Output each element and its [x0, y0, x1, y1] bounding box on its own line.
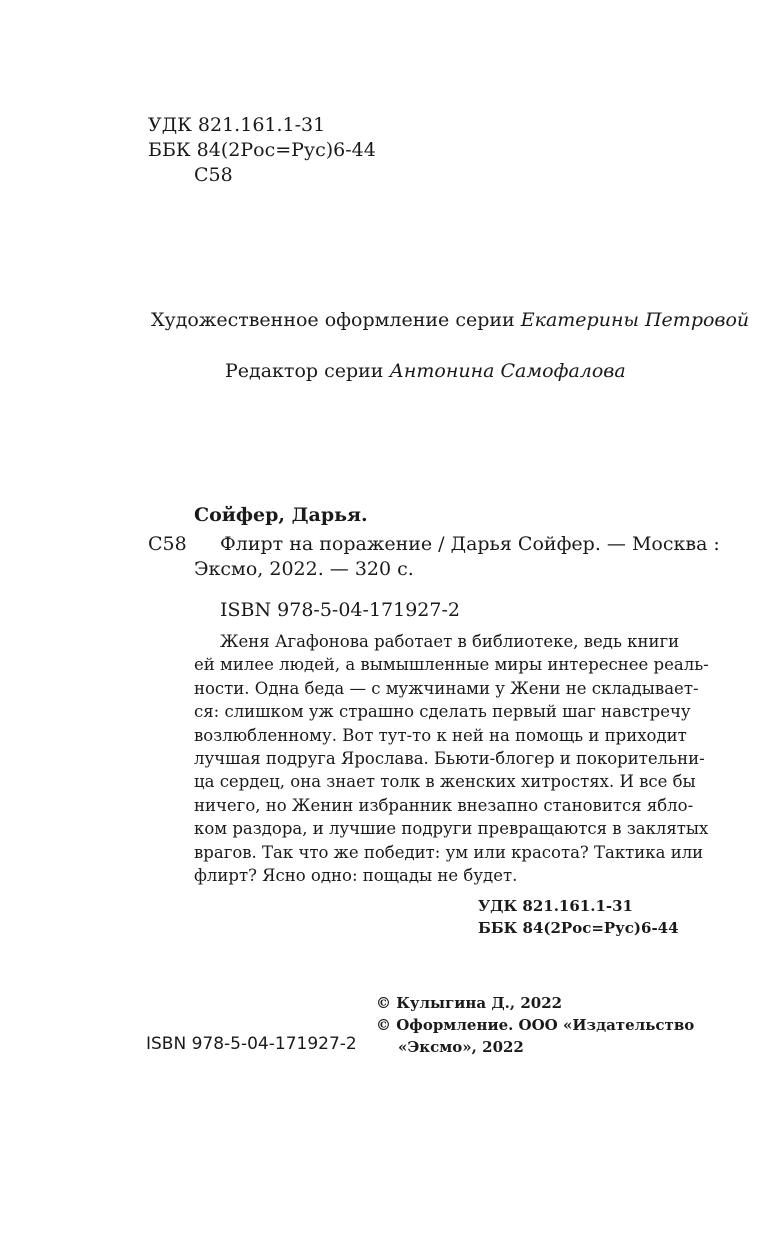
entry-title-line2: Эксмо, 2022. — 320 с. — [194, 558, 414, 580]
copyright-isbn: ISBN 978-5-04-171927-2 — [146, 1034, 357, 1054]
entry-isbn: ISBN 978-5-04-171927-2 — [220, 599, 460, 621]
annotation-line: ся: слишком уж страшно сделать первый шаг навстречу — [194, 702, 691, 722]
annotation-line: ей милее людей, а вымышленные миры интереснее реаль- — [194, 655, 709, 675]
editor-credit-prefix: Редактор серии — [225, 360, 384, 382]
design-credit — [151, 308, 749, 333]
editor-credit-name: Антонина Самофалова — [389, 360, 626, 382]
entry-title-line1: Флирт на поражение / Дарья Сойфер. — Москва : — [220, 533, 720, 555]
annotation-line: Женя Агафонова работает в библиотеке, ведь книги — [220, 632, 680, 651]
annotation-line: лучшая подруга Ярослава. Бьюти-блогер и покорительни- — [194, 749, 705, 769]
udk-code: УДК 821.161.1-31 — [148, 114, 326, 136]
annotation-line: ничего, но Женин избранник внезапно становится ябло- — [194, 795, 694, 815]
annotation-line: ком раздора, и лучшие подруги превращаются в заклятых — [194, 819, 709, 839]
design-credit-name: Екатерины Петровой — [520, 309, 750, 331]
annotation-line: флирт? Ясно одно: пощады не будет. — [194, 866, 518, 886]
annotation-line: ности. Одна беда — с мужчинами у Жени не складывает- — [194, 678, 699, 698]
entry-author: Сойфер, Дарья. — [194, 504, 368, 526]
editor-credit — [225, 359, 626, 384]
bbk-code: ББК 84(2Рос=Рус)6-44 — [148, 139, 376, 161]
bottom-udk-code: УДК 821.161.1-31 — [478, 897, 633, 915]
annotation-line: врагов. Так что же победит: ум или красота? Тактика или — [194, 842, 704, 862]
entry-mark: С58 — [148, 533, 187, 555]
copyright-design: © Оформление. ООО «Издательство — [376, 1016, 695, 1034]
design-credit-prefix: Художественное оформление серии — [151, 309, 515, 331]
annotation-line: возлюбленному. Вот тут-то к ней на помощь и приходит — [194, 725, 687, 745]
copyright-author: © Кулыгина Д., 2022 — [376, 994, 563, 1012]
bottom-bbk-code: ББК 84(2Рос=Рус)6-44 — [478, 919, 679, 937]
annotation — [194, 630, 709, 887]
author-mark: С58 — [194, 164, 233, 186]
copyright-publisher: «Эксмо», 2022 — [398, 1038, 524, 1056]
annotation-line: ца сердец, она знает толк в женских хитростях. И все бы — [194, 772, 696, 792]
